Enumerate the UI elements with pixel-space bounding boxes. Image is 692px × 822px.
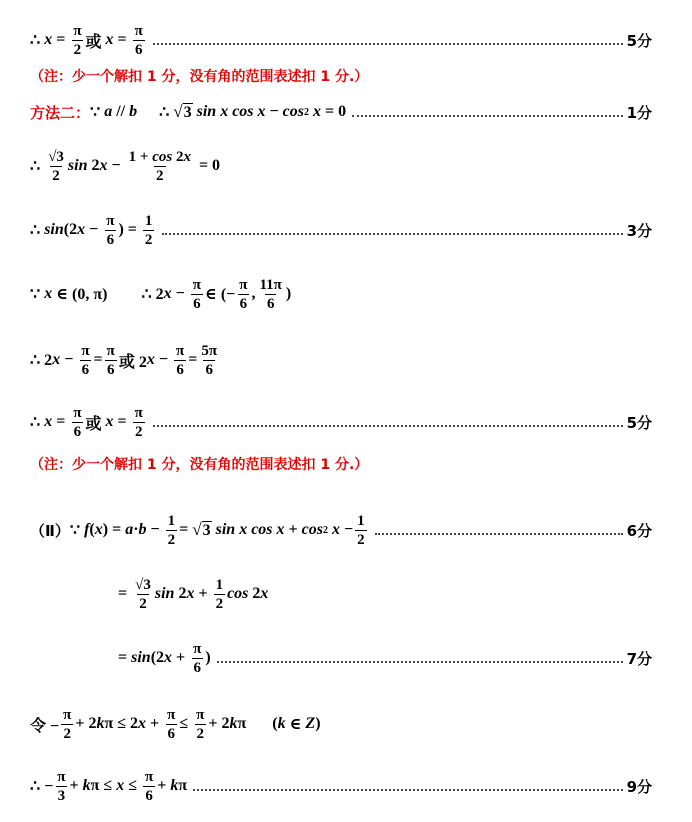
score-label: 5分: [626, 31, 652, 50]
leader-dots: [153, 425, 623, 427]
leader-dots: [375, 533, 623, 535]
method-label: 方法二：: [30, 103, 91, 122]
leader-dots: [193, 789, 622, 791]
math-expression: 令 − $\frac{\pi}{2}$ + 2 k π ≤ 2 x + $\frac{\pi}{6}$ ≤ $\frac{\pi}{2}$ + 2 k π ( k ∈ Z ): [30, 706, 321, 742]
solution-line: [30, 338, 692, 382]
math-expression: ∵ a // b ∴ √ 3 sin x cos x − cos 2 x = 0: [90, 102, 347, 121]
math-expression: ∵ x ∈ (0, π) ∴ 2 x − $\frac{\pi}{6}$ ∈ (− $\frac{\pi}{6}$ , $\frac{11\pi}{6}$ ): [30, 276, 292, 312]
score-label: 5分: [626, 413, 652, 432]
solution-line: [30, 508, 692, 552]
score-label: 3分: [626, 221, 652, 240]
score-label: 6分: [626, 521, 652, 540]
solution-line: [30, 272, 692, 316]
solution-line: [30, 702, 692, 746]
leader-dots: [217, 661, 623, 663]
math-expression: ∴ − $\frac{\pi}{3}$ + k π ≤ x ≤ $\frac{\pi}{6}$ + k π: [30, 768, 188, 804]
score-label: 7分: [626, 649, 652, 668]
math-expression: ∴ $\frac{√3}{2}$ sin 2 x − $\frac{1 + \cos 2x}{2}$ = 0: [30, 148, 221, 184]
note-line: [30, 454, 692, 474]
solution-line: [30, 99, 692, 125]
leader-dots: [352, 115, 622, 117]
solution-line: [30, 20, 692, 60]
math-expression: ∴ x = $\frac{\pi}{2}$ 或 x = $\frac{\pi}{6}$: [30, 22, 143, 58]
score-label: 9分: [626, 777, 652, 796]
solution-line: [30, 400, 692, 444]
math-expression: = $\frac{√3}{2}$ sin 2 x + $\frac{1}{2}$ cos 2 x: [118, 576, 269, 612]
part-label: （Ⅱ）: [30, 521, 70, 540]
solution-line: [30, 144, 692, 188]
solution-line: [30, 764, 692, 808]
solution-line: [118, 572, 692, 616]
math-expression: ∴ x = $\frac{\pi}{6}$ 或 x = $\frac{\pi}{2}$: [30, 404, 143, 440]
scoring-note: （注：少一个解扣 1 分，没有角的范围表述扣 1 分.）: [30, 457, 369, 473]
score-label: 1分: [626, 103, 652, 122]
math-expression: ∴ 2 x − $\frac{\pi}{6}$ = $\frac{\pi}{6}$ 或 2 x − $\frac{\pi}{6}$ = $\frac{5\pi}{6}$: [30, 342, 218, 378]
scoring-note: （注：少一个解扣 1 分，没有角的范围表述扣 1 分.）: [30, 69, 369, 85]
math-expression: ∵ f ( x ) = a · b − $\frac{1}{2}$ = √ 3 sin x cos x + cos 2 x − $\frac{1}{2}$: [69, 512, 365, 548]
leader-dots: [162, 233, 622, 235]
math-expression: = sin (2 x + $\frac{\pi}{6}$ ): [118, 640, 211, 676]
note-line: [30, 66, 692, 86]
leader-dots: [153, 43, 623, 45]
solution-line: [118, 636, 692, 680]
math-expression: ∴ sin (2 x − $\frac{\pi}{6}$ ) = $\frac{1}{2}$: [30, 212, 153, 248]
solution-line: [30, 208, 692, 252]
